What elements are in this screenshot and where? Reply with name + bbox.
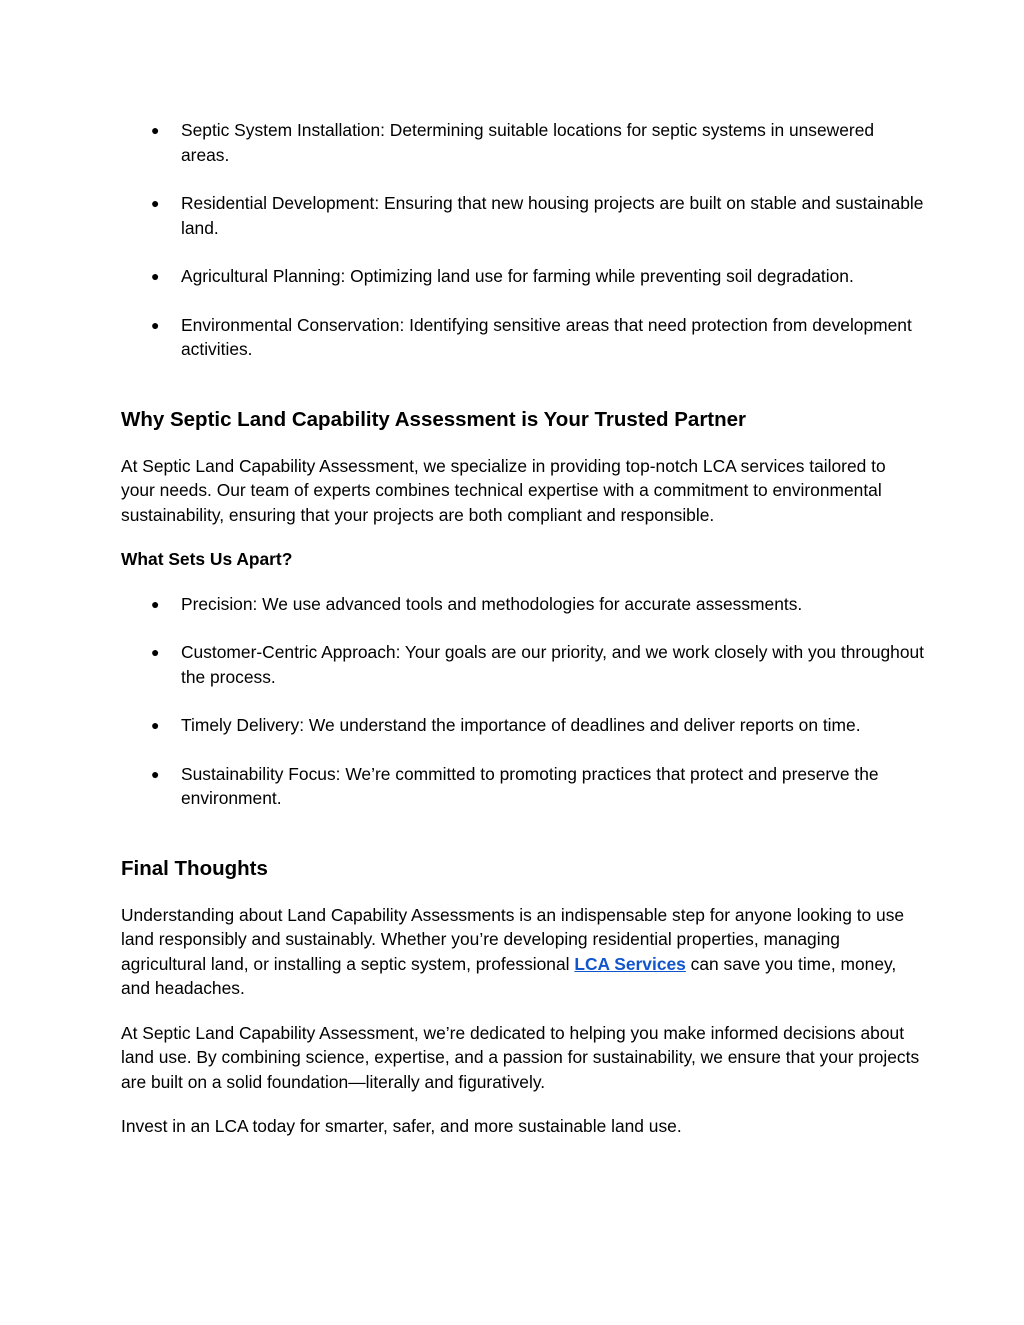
list-item-text: Environmental Conservation: Identifying sensitive areas that need protection from development activities. (181, 314, 912, 359)
final-thoughts-paragraph-2: At Septic Land Capability Assessment, we’re dedicated to helping you make informed decisions about land use. By combining science, expertise, and a passion for sustainability, we ensure that your projects are built on a solid foundation—literally and figuratively. (121, 1022, 920, 1092)
final-thoughts-heading: Final Thoughts (121, 856, 268, 880)
list-item-text: Agricultural Planning: Optimizing land use for farming while preventing soil degradation. (181, 266, 854, 286)
lca-services-link[interactable]: LCA Services (574, 953, 686, 974)
bullet-icon: ● (151, 644, 160, 660)
list-item-text: Residential Development: Ensuring that new housing projects are built on stable and sustainable land. (181, 193, 924, 238)
final-thoughts-paragraph-3: Invest in an LCA today for smarter, safer, and more sustainable land use. (121, 1116, 682, 1136)
list-item-text: Sustainability Focus: We’re committed to promoting practices that protect and preserve the environment. (181, 763, 879, 808)
features-bullet-list (121, 592, 924, 811)
list-item-text: Customer-Centric Approach: Your goals are our priority, and we work closely with you throughout the process. (181, 642, 925, 687)
final-thoughts-paragraph-1 (121, 903, 924, 1001)
list-item (121, 592, 924, 617)
list-item (121, 640, 924, 689)
list-item (121, 762, 924, 811)
bullet-icon: ● (151, 122, 160, 138)
bullet-icon: ● (151, 195, 160, 211)
bullet-icon: ● (151, 717, 160, 733)
uses-bullet-list (121, 118, 924, 362)
list-item-text: Septic System Installation: Determining suitable locations for septic systems in unsewered areas. (181, 120, 875, 165)
list-item-text: Timely Delivery: We understand the importance of deadlines and deliver reports on time. (181, 715, 861, 735)
list-item (121, 713, 924, 738)
bullet-icon: ● (151, 268, 160, 284)
paragraph-text: can save you time, money, and headaches. (121, 953, 897, 998)
why-us-paragraph: At Septic Land Capability Assessment, we specialize in providing top-notch LCA services tailored to your needs. Our team of experts combines technical expertise with a commitment to environmental sustainability, ensuring that your projects are both compliant and responsible. (121, 455, 886, 525)
what-sets-us-apart-heading: What Sets Us Apart? (121, 549, 293, 569)
list-item (121, 313, 924, 362)
list-item-text: Precision: We use advanced tools and methodologies for accurate assessments. (181, 593, 803, 614)
list-item (121, 118, 924, 167)
paragraph-text: Understanding about Land Capability Assessments is an indispensable step for anyone looking to use land responsibly and sustainably. Whether you’re developing residential properties, managing agricultural land, or installing a septic system, professional (121, 904, 905, 974)
list-item (121, 191, 924, 240)
bullet-icon: ● (151, 765, 160, 782)
bullet-icon: ● (151, 316, 160, 333)
bullet-icon: ● (151, 595, 160, 612)
list-item (121, 264, 924, 289)
why-us-heading: Why Septic Land Capability Assessment is Your Trusted Partner (121, 407, 747, 431)
